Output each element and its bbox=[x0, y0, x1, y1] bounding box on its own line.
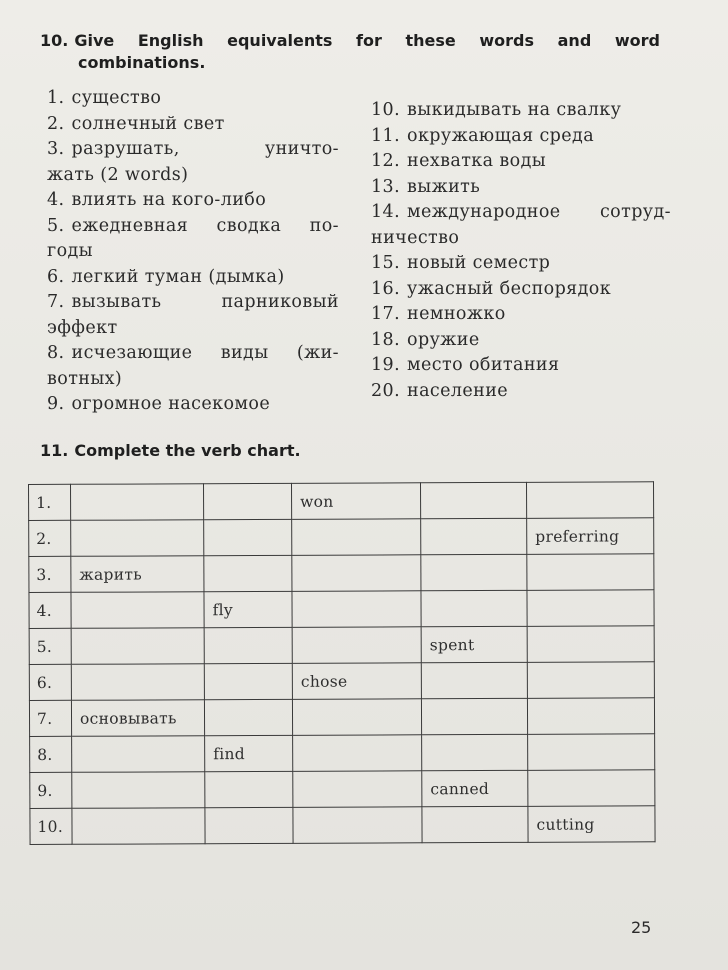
table-row bbox=[29, 626, 654, 665]
word-item-text: солнечный свет bbox=[71, 113, 225, 134]
exercise-10-heading-line1 bbox=[40, 30, 660, 52]
word-item-text: место обитания bbox=[407, 355, 560, 375]
verb-form-cell[interactable] bbox=[204, 663, 292, 699]
word-item bbox=[47, 214, 339, 265]
word-item-number: 20. bbox=[371, 380, 401, 401]
verb-form-cell[interactable]: find bbox=[205, 735, 293, 771]
word-item-text: существо bbox=[71, 88, 162, 108]
word-item-number: 6. bbox=[47, 266, 65, 287]
heading-word: English bbox=[137, 31, 204, 50]
word-item bbox=[47, 112, 339, 138]
verb-form-cell[interactable]: spent bbox=[421, 626, 527, 662]
word-item-text: выкидывать на свалку bbox=[407, 100, 622, 120]
word-item bbox=[47, 290, 339, 341]
verb-form-cell[interactable]: fly bbox=[204, 591, 292, 627]
verb-form-cell[interactable] bbox=[422, 734, 528, 770]
word-item-continuation: ничество bbox=[371, 227, 460, 248]
verb-form-cell[interactable] bbox=[422, 806, 528, 842]
exercise-11-heading bbox=[40, 441, 301, 460]
word-item-text: ежедневная сводка по- bbox=[71, 215, 339, 236]
word-item bbox=[371, 251, 671, 277]
row-number-cell: 2. bbox=[29, 520, 71, 556]
word-list-right bbox=[371, 98, 671, 404]
word-item-text: влиять на кого-либо bbox=[71, 190, 267, 210]
row-number-cell: 8. bbox=[30, 736, 72, 772]
heading-word: equivalents bbox=[227, 31, 333, 50]
verb-form-cell[interactable] bbox=[421, 590, 527, 626]
verb-form-cell[interactable] bbox=[204, 519, 292, 555]
word-item-number: 19. bbox=[371, 355, 401, 375]
table-row bbox=[30, 770, 655, 809]
verb-form-cell[interactable] bbox=[71, 520, 204, 557]
word-item-number: 18. bbox=[371, 329, 401, 350]
verb-form-cell[interactable] bbox=[205, 807, 293, 843]
word-item bbox=[371, 302, 671, 328]
row-number-cell: 4. bbox=[29, 592, 71, 628]
exercise-10-heading-line2: combinations. bbox=[78, 53, 206, 72]
verb-form-cell[interactable] bbox=[293, 735, 422, 772]
table-row bbox=[29, 698, 654, 737]
verb-form-cell[interactable] bbox=[72, 736, 205, 773]
verb-form-cell[interactable] bbox=[293, 771, 422, 808]
word-item-text: исчезающие виды (жи- bbox=[71, 343, 339, 363]
word-item-text: нехватка воды bbox=[407, 151, 547, 171]
word-item-text: ужасный беспорядок bbox=[407, 278, 612, 299]
verb-form-cell[interactable]: основывать bbox=[71, 700, 204, 737]
verb-form-cell[interactable] bbox=[421, 518, 527, 554]
exercise-11-number: 11. bbox=[40, 441, 69, 460]
word-item-number: 4. bbox=[47, 190, 65, 210]
word-list-left bbox=[47, 86, 339, 418]
word-item-text: разрушать, уничто- bbox=[71, 139, 339, 159]
verb-form-cell[interactable] bbox=[71, 592, 204, 629]
verb-form-cell[interactable]: won bbox=[291, 483, 420, 520]
verb-form-cell[interactable] bbox=[71, 664, 204, 701]
word-item-text: окружающая среда bbox=[407, 125, 595, 146]
table-row bbox=[29, 662, 654, 701]
verb-form-cell[interactable] bbox=[526, 482, 653, 519]
page-number: 25 bbox=[631, 918, 652, 937]
word-item-number: 8. bbox=[47, 343, 65, 363]
verb-form-cell[interactable] bbox=[72, 772, 205, 809]
word-item-number: 10. bbox=[371, 100, 401, 120]
table-row bbox=[29, 554, 654, 593]
word-item bbox=[371, 98, 671, 124]
word-item-text: население bbox=[407, 380, 509, 401]
word-item-text: немножко bbox=[407, 304, 506, 324]
row-number-cell: 6. bbox=[29, 664, 71, 700]
exercise-10-number: 10. bbox=[40, 31, 69, 50]
verb-form-cell[interactable] bbox=[204, 483, 292, 519]
word-item bbox=[371, 277, 671, 303]
heading-word: words bbox=[479, 31, 535, 50]
verb-form-cell[interactable]: chose bbox=[292, 663, 421, 700]
word-item bbox=[47, 265, 339, 291]
word-item bbox=[47, 137, 339, 188]
table-row bbox=[30, 806, 655, 845]
word-item-number: 1. bbox=[47, 88, 65, 108]
verb-form-cell[interactable] bbox=[71, 628, 204, 665]
word-item-text: огромное насекомое bbox=[71, 394, 271, 414]
word-item-number: 11. bbox=[371, 125, 401, 146]
row-number-cell: 10. bbox=[30, 808, 72, 844]
exercise-11-title: Complete the verb chart. bbox=[74, 441, 301, 460]
verb-form-cell[interactable] bbox=[292, 699, 421, 736]
heading-word: Give bbox=[74, 31, 115, 50]
word-item bbox=[371, 379, 671, 405]
word-item-number: 16. bbox=[371, 278, 401, 299]
word-item-text: новый семестр bbox=[407, 253, 551, 273]
verb-form-cell[interactable] bbox=[527, 626, 654, 663]
word-item-number: 15. bbox=[371, 253, 401, 273]
row-number-cell: 7. bbox=[29, 700, 71, 736]
verb-form-cell[interactable] bbox=[71, 484, 204, 521]
word-item bbox=[47, 341, 339, 392]
verb-form-cell[interactable]: жарить bbox=[71, 556, 204, 593]
word-item-continuation: годы bbox=[47, 241, 94, 261]
word-item-text: международное сотруд- bbox=[407, 202, 671, 222]
heading-word: and bbox=[557, 31, 592, 50]
word-item-number: 7. bbox=[47, 292, 65, 312]
word-item-number: 9. bbox=[47, 394, 65, 414]
word-item-continuation: эффект bbox=[47, 317, 118, 338]
word-item-continuation: вотных) bbox=[47, 368, 123, 389]
verb-form-cell[interactable]: preferring bbox=[527, 518, 654, 555]
verb-form-cell[interactable] bbox=[421, 554, 527, 590]
verb-form-cell[interactable] bbox=[421, 662, 527, 698]
word-item bbox=[371, 124, 671, 150]
table-row bbox=[29, 590, 654, 629]
word-item bbox=[371, 175, 671, 201]
word-item-text: выжить bbox=[407, 176, 481, 197]
word-item-number: 12. bbox=[371, 151, 401, 171]
verb-form-cell[interactable] bbox=[527, 590, 654, 627]
verb-form-cell[interactable] bbox=[204, 699, 292, 735]
row-number-cell: 9. bbox=[30, 772, 72, 808]
verb-form-cell[interactable] bbox=[421, 698, 527, 734]
word-item bbox=[371, 149, 671, 175]
heading-word: word bbox=[614, 31, 660, 50]
word-item-number: 17. bbox=[371, 304, 401, 324]
word-item bbox=[371, 353, 671, 379]
verb-form-cell[interactable] bbox=[528, 770, 655, 807]
exercise-10-heading bbox=[40, 30, 670, 74]
verb-form-cell[interactable] bbox=[292, 555, 421, 592]
word-item-number: 13. bbox=[371, 176, 401, 197]
word-item bbox=[47, 392, 339, 418]
verb-form-cell[interactable]: cutting bbox=[528, 806, 655, 843]
table-row bbox=[29, 518, 654, 557]
verb-form-cell[interactable] bbox=[205, 771, 293, 807]
verb-form-cell[interactable] bbox=[293, 807, 422, 844]
row-number-cell: 1. bbox=[29, 484, 71, 520]
verb-chart-table bbox=[28, 481, 656, 845]
verb-form-cell[interactable] bbox=[527, 698, 654, 735]
row-number-cell: 3. bbox=[29, 556, 71, 592]
word-item-text: легкий туман (дымка) bbox=[71, 266, 285, 287]
word-item-number: 3. bbox=[47, 139, 65, 159]
table-row bbox=[30, 734, 655, 773]
heading-word: for bbox=[356, 31, 382, 50]
verb-form-cell[interactable] bbox=[204, 555, 292, 591]
word-item bbox=[371, 200, 671, 251]
verb-form-cell[interactable]: canned bbox=[422, 770, 528, 806]
word-item bbox=[47, 86, 339, 112]
verb-form-cell[interactable] bbox=[292, 627, 421, 664]
verb-form-cell[interactable] bbox=[292, 591, 421, 628]
verb-form-cell[interactable] bbox=[72, 808, 205, 845]
verb-form-cell[interactable] bbox=[528, 734, 655, 771]
verb-form-cell[interactable] bbox=[204, 627, 292, 663]
exercise-10-heading-start bbox=[40, 30, 114, 52]
word-item-number: 2. bbox=[47, 113, 65, 134]
word-item-continuation: жать (2 words) bbox=[47, 164, 189, 185]
verb-form-cell[interactable] bbox=[527, 554, 654, 591]
word-item-text: вызывать парниковый bbox=[71, 292, 339, 312]
heading-word: these bbox=[405, 31, 456, 50]
row-number-cell: 5. bbox=[29, 628, 71, 664]
word-item bbox=[47, 188, 339, 214]
verb-form-cell[interactable] bbox=[420, 482, 526, 518]
word-item bbox=[371, 328, 671, 354]
word-item-number: 14. bbox=[371, 202, 401, 222]
verb-form-cell[interactable] bbox=[292, 519, 421, 556]
word-item-number: 5. bbox=[47, 215, 65, 236]
verb-form-cell[interactable] bbox=[527, 662, 654, 699]
table-row bbox=[29, 482, 654, 521]
word-item-text: оружие bbox=[407, 329, 480, 350]
